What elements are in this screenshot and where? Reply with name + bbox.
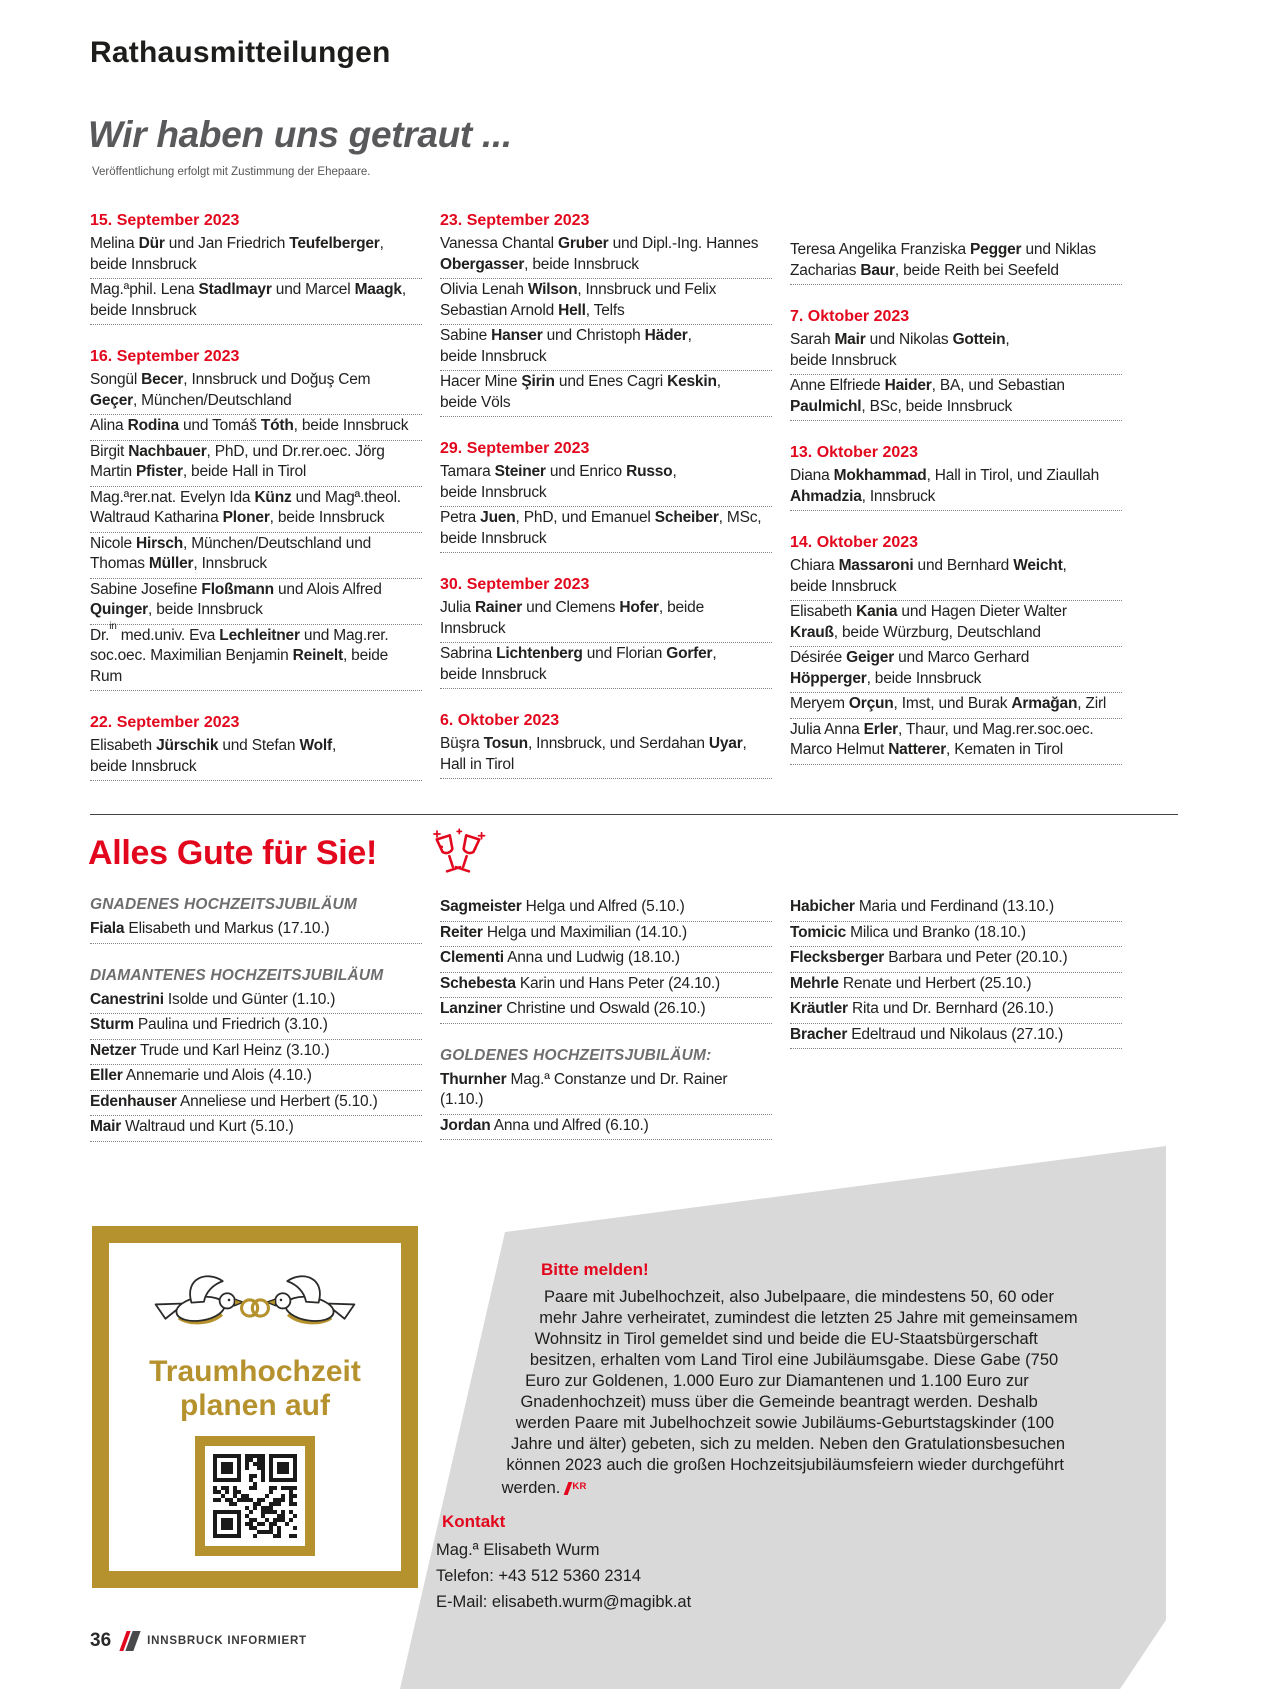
anniversary-column	[90, 896, 422, 1165]
marriage-entry: Elisabeth Kania und Hagen Dieter Walter Krauß, beide Würzburg, Deutschland	[790, 601, 1122, 647]
date-heading: 6. Oktober 2023	[440, 712, 560, 729]
anniversary-entry: Eller Annemarie und Alois (4.10.)	[90, 1065, 422, 1091]
anniversary-entry: Kräutler Rita und Dr. Bernhard (26.10.)	[790, 998, 1122, 1024]
anniversary-entry: Canestrini Isolde und Günter (1.10.)	[90, 989, 422, 1015]
marriage-date-group	[440, 576, 772, 689]
marriage-entry: Birgit Nachbauer, PhD, und Dr.rer.oec. Jörg Martin Pfister, beide Hall in Tirol	[90, 441, 422, 487]
anniversary-group	[790, 896, 1122, 1049]
anniversary-entry: Clementi Anna und Ludwig (18.10.)	[440, 947, 772, 973]
marriage-entry: Julia Anna Erler, Thaur, und Mag.rer.soc.oec. Marco Helmut Natterer, Kematen in Tirol	[790, 719, 1122, 765]
anniversary-entry: Jordan Anna und Alfred (6.10.)	[440, 1115, 772, 1141]
anniversary-entry: Flecksberger Barbara und Peter (20.10.)	[790, 947, 1122, 973]
anniversary-entry: Edenhauser Anneliese und Herbert (5.10.)	[90, 1091, 422, 1117]
anniversary-entry: Mehrle Renate und Herbert (25.10.)	[790, 973, 1122, 999]
marriage-entry: Anne Elfriede Haider, BA, und Sebastian Paulmichl, BSc, beide Innsbruck	[790, 375, 1122, 421]
marriage-date-group	[440, 440, 772, 553]
qr-code	[195, 1436, 315, 1556]
marriage-date-group	[90, 212, 422, 325]
anniversary-entry: Tomicic Milica und Branko (18.10.)	[790, 922, 1122, 948]
section-divider	[90, 814, 1178, 815]
marriage-entry: Melina Dür und Jan Friedrich Teufelberger, beide Innsbruck	[90, 233, 422, 279]
marriage-entry: Alina Rodina und Tomáš Tóth, beide Innsbruck	[90, 415, 422, 441]
anniversary-entry: Mair Waltraud und Kurt (5.10.)	[90, 1116, 422, 1142]
contact-phone: Telefon: +43 512 5360 2314	[436, 1567, 642, 1585]
contact-title: Kontakt	[442, 1512, 506, 1531]
marriage-entry: Hacer Mine Şirin und Enes Cagri Keskin, beide Völs	[440, 371, 772, 417]
date-heading: 7. Oktober 2023	[790, 308, 910, 325]
marriage-entry: Songül Becer, Innsbruck und Doğuş Cem Geçer, München/Deutschland	[90, 369, 422, 415]
marriage-entry: Sarah Mair und Nikolas Gottein, beide Innsbruck	[790, 329, 1122, 375]
marriage-entry: Tamara Steiner und Enrico Russo, beide Innsbruck	[440, 461, 772, 507]
marriage-entry: Nicole Hirsch, München/Deutschland und Thomas Müller, Innsbruck	[90, 533, 422, 579]
anniversary-entry: Sagmeister Helga und Alfred (5.10.)	[440, 896, 772, 922]
page-footer	[90, 1630, 307, 1652]
date-heading: 13. Oktober 2023	[790, 444, 919, 461]
wedding-ad-box	[92, 1226, 418, 1588]
anniversary-group	[90, 967, 422, 1142]
ad-title-line1: Traumhochzeit	[149, 1355, 361, 1388]
marriage-entry: Sabine Hanser und Christoph Häder, beide Innsbruck	[440, 325, 772, 371]
marriage-entry: Sabrina Lichtenberg und Florian Gorfer, beide Innsbruck	[440, 643, 772, 689]
marriage-entry: Sabine Josefine Floßmann und Alois Alfred Quinger, beide Innsbruck	[90, 579, 422, 625]
marriage-date-group	[90, 348, 422, 691]
anniversary-group	[90, 896, 422, 944]
marriage-date-group	[790, 534, 1122, 765]
marriage-date-group	[790, 444, 1122, 511]
marriage-date-group	[90, 714, 422, 781]
marriage-entry: Petra Juen, PhD, und Emanuel Scheiber, MSc, beide Innsbruck	[440, 507, 772, 553]
date-heading: 30. September 2023	[440, 576, 590, 593]
marriage-entry: Büşra Tosun, Innsbruck, und Serdahan Uyar, Hall in Tirol	[440, 733, 772, 779]
marriage-entry: Teresa Angelika Franziska Pegger und Niklas Zacharias Baur, beide Reith bei Seefeld	[790, 239, 1122, 285]
category-heading: GNADENES HOCHZEITSJUBILÄUM	[90, 896, 357, 913]
anniversary-entry: Reiter Helga und Maximilian (14.10.)	[440, 922, 772, 948]
category-heading: DIAMANTENES HOCHZEITSJUBILÄUM	[90, 966, 384, 984]
anniversary-entry: Habicher Maria und Ferdinand (13.10.)	[790, 896, 1122, 922]
marriage-date-group	[790, 212, 1122, 285]
anniversary-group	[440, 896, 772, 1024]
champagne-glasses-icon	[428, 828, 488, 888]
anniversary-entry: Lanziner Christine und Oswald (26.10.)	[440, 998, 772, 1024]
date-heading: 16. September 2023	[90, 348, 240, 365]
doves-with-rings-icon	[152, 1263, 358, 1353]
marriage-date-group	[790, 308, 1122, 421]
marriage-entry: Meryem Orçun, Imst, und Burak Armağan, Zirl	[790, 693, 1122, 719]
author-initials: KR	[560, 1479, 586, 1497]
date-heading: 29. September 2023	[440, 440, 590, 457]
marriage-entry: Elisabeth Jürschik und Stefan Wolf, beide Innsbruck	[90, 735, 422, 781]
marriage-entry: Olivia Lenah Wilson, Innsbruck und Felix Sebastian Arnold Hell, Telfs	[440, 279, 772, 325]
anniversary-entry: Netzer Trude und Karl Heinz (3.10.)	[90, 1040, 422, 1066]
ad-title-line2: planen auf	[179, 1389, 330, 1422]
category-heading: GOLDENES HOCHZEITSJUBILÄUM:	[440, 1046, 712, 1064]
anniversary-entry: Fiala Elisabeth und Markus (17.10.)	[90, 918, 422, 944]
anniversary-entry: Thurnher Mag.ª Constanze und Dr. Rainer (1.10.)	[440, 1069, 772, 1115]
marriages-section-title: Wir haben uns getraut ...	[88, 114, 512, 155]
notice-title: Bitte melden!	[541, 1260, 649, 1279]
marriage-column	[440, 212, 772, 802]
marriage-entry: Mag.ªrer.nat. Evelyn Ida Künz und Magª.theol. Waltraud Katharina Ploner, beide Innsbruck	[90, 487, 422, 533]
date-heading: 15. September 2023	[90, 212, 240, 229]
date-heading: 14. Oktober 2023	[790, 534, 919, 551]
anniversary-column	[440, 896, 772, 1163]
date-heading: 23. September 2023	[440, 212, 590, 229]
marriage-entry: Dr.$^{in}$ med.univ. Eva Lechleitner und Mag.rer. soc.oec. Maximilian Benjamin Reinelt, beide Rum	[90, 625, 422, 692]
marriage-entry: Vanessa Chantal Gruber und Dipl.-Ing. Hannes Obergasser, beide Innsbruck	[440, 233, 772, 279]
anniversary-column	[790, 896, 1122, 1072]
contact-block	[436, 1512, 691, 1618]
anniversary-entry: Sturm Paulina und Friedrich (3.10.)	[90, 1014, 422, 1040]
page-number: 36	[90, 1630, 112, 1651]
marriages-subtitle: Veröffentlichung erfolgt mit Zustimmung der Ehepaare.	[92, 166, 371, 178]
marriage-entry: Julia Rainer und Clemens Hofer, beide Innsbruck	[440, 597, 772, 643]
marriage-entry: Désirée Geiger und Marco Gerhard Höpperger, beide Innsbruck	[790, 647, 1122, 693]
marriage-entry: Mag.ªphil. Lena Stadlmayr und Marcel Maagk, beide Innsbruck	[90, 279, 422, 325]
magazine-slash-icon	[123, 1631, 137, 1651]
anniversary-entry: Bracher Edeltraud und Nikolaus (27.10.)	[790, 1024, 1122, 1050]
contact-name: Mag.ª Elisabeth Wurm	[436, 1541, 600, 1559]
marriage-column	[790, 212, 1122, 788]
marriage-column	[90, 212, 422, 804]
marriage-entry: Chiara Massaroni und Bernhard Weicht, beide Innsbruck	[790, 555, 1122, 601]
anniversary-entry: Schebesta Karin und Hans Peter (24.10.)	[440, 973, 772, 999]
magazine-name: INNSBRUCK INFORMIERT	[147, 1635, 307, 1647]
marriage-date-group	[440, 712, 772, 779]
page-title: Rathausmitteilungen	[90, 36, 391, 69]
contact-email: E-Mail: elisabeth.wurm@magibk.at	[436, 1593, 692, 1611]
marriage-date-group	[440, 212, 772, 417]
notice-body: Paare mit Jubelhochzeit, also Jubelpaare, die mindestens 50, 60 oder mehr Jahre verheiratet, zumindest die letzten 25 Jahre mit gemeinsamem Wohnsitz in Tirol gemeldet sind und beide die EU-Staatsbürgerschaft besitzen, erhalten vom Land Tirol eine Jubiläumsgabe. Diese Gabe (750 Euro zur Goldenen, 1.000 Euro zur Diamantenen und 1.100 Euro zur Gnadenhochzeit) muss über die Gemeinde beantragt werden. Deshalb werden Paare mit Jubelhochzeit sowie Jubiläums-Geburtstagskinder (100 Jahre und älter) gebeten, sich zu melden. Neben den Gratulationsbesuchen können 2023 auch die großen Hochzeitsjubiläumsfeiern wieder durchgeführt werden. $^{KR}$	[492, 1287, 1084, 1519]
marriage-entry: Diana Mokhammad, Hall in Tirol, und Ziaullah Ahmadzia, Innsbruck	[790, 465, 1122, 511]
anniversaries-section-title: Alles Gute für Sie!	[88, 834, 378, 872]
anniversary-group	[440, 1047, 772, 1141]
date-heading: 22. September 2023	[90, 714, 240, 731]
